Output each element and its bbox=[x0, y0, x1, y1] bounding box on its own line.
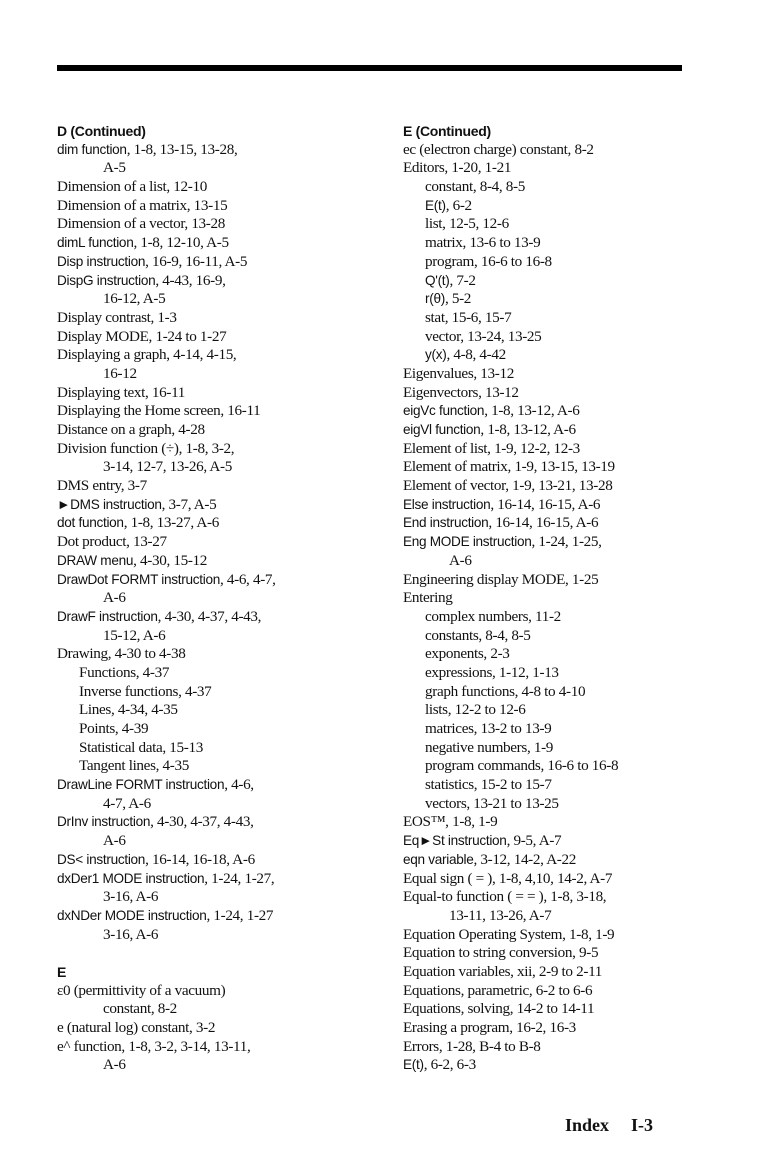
index-subentry: A-6 bbox=[449, 551, 472, 569]
section-heading: E bbox=[57, 963, 67, 980]
entry-refs: , 1-8, 13-12, A-6 bbox=[480, 421, 576, 438]
index-entry bbox=[57, 870, 377, 889]
index-entry bbox=[57, 907, 377, 926]
index-entry: Dimension of a list, 12-10 bbox=[57, 178, 207, 196]
index-subentry: Functions, 4-37 bbox=[79, 663, 170, 681]
index-entry: Equal sign ( = ), 1-8, 4,10, 14-2, A-7 bbox=[403, 869, 613, 887]
entry-term: y(x) bbox=[425, 347, 447, 363]
index-column-right bbox=[403, 122, 723, 1075]
index-column-left bbox=[57, 122, 377, 1075]
entry-refs: , 3-12, 14-2, A-22 bbox=[473, 850, 577, 868]
index-subentry bbox=[403, 197, 723, 216]
index-entry: Displaying the Home screen, 16-11 bbox=[57, 402, 261, 420]
index-subentry: Statistical data, 15-13 bbox=[79, 738, 203, 756]
index-subentry: 3-16, A-6 bbox=[103, 925, 159, 943]
index-entry bbox=[57, 234, 377, 253]
index-entry: Division function (÷), 1-8, 3-2, bbox=[57, 439, 235, 457]
index-subentry: 13-11, 13-26, A-7 bbox=[449, 906, 552, 924]
footer-label: Index bbox=[565, 1115, 610, 1135]
entry-refs: , 4-6, bbox=[224, 776, 254, 794]
index-entry bbox=[57, 552, 377, 571]
index-entry: Display MODE, 1-24 to 1-27 bbox=[57, 327, 227, 345]
entry-term: Else instruction bbox=[403, 496, 491, 512]
index-entry: Displaying text, 16-11 bbox=[57, 383, 185, 401]
page-footer bbox=[565, 1115, 653, 1136]
index-entry bbox=[57, 514, 377, 533]
page-number: I-3 bbox=[631, 1115, 654, 1135]
entry-term: DrInv instruction bbox=[57, 814, 151, 830]
entry-refs: , 16-9, 16-11, A-5 bbox=[145, 252, 248, 270]
entry-refs: , 7-2 bbox=[449, 271, 476, 289]
entry-term: dot function bbox=[57, 515, 124, 531]
index-subentry: matrices, 13-2 to 13-9 bbox=[425, 720, 552, 737]
index-entry bbox=[403, 514, 723, 533]
index-entry: Dimension of a vector, 13-28 bbox=[57, 215, 226, 233]
index-entry bbox=[403, 496, 723, 515]
index-entry: Engineering display MODE, 1-25 bbox=[403, 570, 599, 588]
entry-refs: , 9-5, A-7 bbox=[506, 832, 562, 850]
index-entry: Element of list, 1-9, 12-2, 12-3 bbox=[403, 439, 580, 457]
index-subentry: 16-12, A-5 bbox=[103, 290, 166, 308]
index-subentry: 15-12, A-6 bbox=[103, 626, 166, 644]
index-entry: Equal-to function ( = = ), 1-8, 3-18, bbox=[403, 888, 607, 906]
entry-refs: , 5-2 bbox=[444, 290, 472, 308]
index-entry: Eigenvalues, 13-12 bbox=[403, 364, 514, 382]
entry-term: DS< instruction bbox=[57, 851, 146, 867]
index-subentry: lists, 12-2 to 12-6 bbox=[425, 701, 526, 719]
index-subentry: vector, 13-24, 13-25 bbox=[425, 327, 542, 345]
entry-term: ►DMS instruction bbox=[57, 496, 162, 512]
index-entry: Errors, 1-28, B-4 to B-8 bbox=[403, 1037, 541, 1055]
index-entry: Element of matrix, 1-9, 13-15, 13-19 bbox=[403, 458, 615, 476]
top-rule bbox=[57, 65, 682, 71]
index-subentry: constants, 8-4, 8-5 bbox=[425, 626, 531, 644]
index-entry: Equation to string conversion, 9-5 bbox=[403, 944, 599, 962]
index-subentry bbox=[403, 346, 723, 365]
index-subentry: 16-12 bbox=[103, 364, 137, 382]
index-subentry: A-6 bbox=[103, 832, 126, 850]
entry-term: dim function bbox=[57, 141, 127, 157]
index-subentry: 4-7, A-6 bbox=[103, 794, 151, 812]
entry-term: Eng MODE instruction bbox=[403, 534, 532, 550]
entry-refs: , 1-8, 13-15, 13-28, bbox=[126, 140, 238, 158]
entry-list bbox=[57, 141, 377, 1075]
index-entry bbox=[57, 571, 377, 590]
index-entry bbox=[403, 402, 723, 421]
index-entry bbox=[403, 832, 723, 851]
index-subentry: constant, 8-4, 8-5 bbox=[425, 178, 525, 196]
index-subentry: Points, 4-39 bbox=[79, 720, 149, 737]
entry-refs: , 1-24, 1-25, bbox=[531, 533, 602, 551]
entry-term: dxDer1 MODE instruction bbox=[57, 870, 205, 886]
index-entry: ε0 (permittivity of a vacuum) bbox=[57, 981, 226, 999]
entry-term: eigVc function bbox=[403, 403, 485, 419]
entry-term: DrawLine FORMT instruction bbox=[57, 777, 225, 793]
index-entry: Equation variables, xii, 2-9 to 2-11 bbox=[403, 962, 602, 980]
index-entry: Distance on a graph, 4-28 bbox=[57, 421, 205, 438]
index-entry bbox=[57, 496, 377, 515]
section-heading: D (Continued) bbox=[57, 123, 146, 139]
entry-term: DRAW menu bbox=[57, 552, 134, 568]
index-subentry: vectors, 13-21 to 13-25 bbox=[425, 794, 559, 812]
index-subentry: A-6 bbox=[103, 589, 126, 607]
index-subentry: program, 16-6 to 16-8 bbox=[425, 252, 552, 270]
entry-refs: , 4-43, 16-9, bbox=[155, 271, 226, 289]
index-entry bbox=[403, 421, 723, 440]
entry-refs: , 16-14, 16-15, A-6 bbox=[490, 495, 601, 513]
entry-refs: , 1-8, 12-10, A-5 bbox=[133, 234, 229, 252]
index-entry: Equations, solving, 14-2 to 14-11 bbox=[403, 1000, 595, 1018]
entry-term: r(θ) bbox=[425, 291, 445, 307]
index-subentry: program commands, 16-6 to 16-8 bbox=[425, 757, 619, 775]
index-subentry: expressions, 1-12, 1-13 bbox=[425, 663, 559, 681]
index-subentry: Lines, 4-34, 4-35 bbox=[79, 701, 178, 719]
index-entry bbox=[403, 851, 723, 870]
index-entry: Erasing a program, 16-2, 16-3 bbox=[403, 1019, 576, 1036]
index-subentry: stat, 15-6, 15-7 bbox=[425, 308, 512, 326]
index-entry: Dimension of a matrix, 13-15 bbox=[57, 196, 228, 214]
index-entry bbox=[57, 813, 377, 832]
entry-term: Disp instruction bbox=[57, 253, 146, 269]
entry-term: E(t) bbox=[403, 1057, 424, 1073]
index-subentry: A-5 bbox=[103, 159, 126, 177]
index-subentry: complex numbers, 11-2 bbox=[425, 607, 561, 625]
entry-term: dimL function bbox=[57, 235, 134, 251]
index-entry bbox=[57, 141, 377, 160]
index-entry: Display contrast, 1-3 bbox=[57, 308, 177, 326]
index-subentry: constant, 8-2 bbox=[103, 1000, 177, 1018]
index-entry bbox=[57, 776, 377, 795]
entry-refs: , 4-30, 4-37, 4-43, bbox=[150, 813, 254, 831]
index-subentry: graph functions, 4-8 to 4-10 bbox=[425, 682, 586, 700]
index-entry: Element of vector, 1-9, 13-21, 13-28 bbox=[403, 477, 613, 495]
entry-term: dxNDer MODE instruction bbox=[57, 907, 207, 923]
index-subentry bbox=[403, 272, 723, 291]
index-entry bbox=[57, 608, 377, 627]
index-subentry: 3-14, 12-7, 13-26, A-5 bbox=[103, 458, 232, 476]
index-subentry: exponents, 2-3 bbox=[425, 645, 510, 663]
index-entry: Equation Operating System, 1-8, 1-9 bbox=[403, 925, 615, 943]
entry-term: eqn variable bbox=[403, 851, 474, 867]
entry-refs: , 4-30, 15-12 bbox=[133, 551, 208, 569]
index-entry: Eigenvectors, 13-12 bbox=[403, 383, 519, 401]
index-entry: ec (electron charge) constant, 8-2 bbox=[403, 140, 594, 158]
index-subentry: statistics, 15-2 to 15-7 bbox=[425, 776, 552, 794]
index-subentry: Inverse functions, 4-37 bbox=[79, 682, 212, 700]
entry-term: Q'(t) bbox=[425, 272, 450, 288]
entry-term: E(t) bbox=[425, 197, 446, 213]
index-subentry: matrix, 13-6 to 13-9 bbox=[425, 234, 541, 252]
entry-term: eigVl function bbox=[403, 422, 481, 437]
entry-refs: , 1-24, 1-27 bbox=[206, 906, 274, 924]
entry-refs: , 6-2, 6-3 bbox=[423, 1056, 476, 1074]
index-entry bbox=[57, 272, 377, 291]
index-entry: EOS™, 1-8, 1-9 bbox=[403, 813, 498, 831]
index-entry: DMS entry, 3-7 bbox=[57, 477, 147, 495]
index-subentry: negative numbers, 1-9 bbox=[425, 738, 554, 756]
index-entry: Equations, parametric, 6-2 to 6-6 bbox=[403, 981, 593, 999]
entry-refs: , 1-8, 13-27, A-6 bbox=[123, 514, 219, 532]
index-entry bbox=[403, 533, 723, 552]
entry-refs: , 4-30, 4-37, 4-43, bbox=[157, 607, 262, 625]
entry-refs: , 4-8, 4-42 bbox=[446, 346, 506, 364]
index-entry bbox=[403, 1056, 723, 1075]
entry-refs: , 6-2 bbox=[445, 196, 472, 214]
index-subentry bbox=[403, 290, 723, 309]
entry-refs: , 4-6, 4-7, bbox=[219, 570, 276, 588]
index-subentry: Tangent lines, 4-35 bbox=[79, 757, 189, 775]
index-entry: Drawing, 4-30 to 4-38 bbox=[57, 645, 186, 663]
index-subentry: A-6 bbox=[103, 1056, 126, 1074]
section-heading: E (Continued) bbox=[403, 123, 491, 139]
entry-term: DrawDot FORMT instruction bbox=[57, 571, 220, 587]
entry-refs: , 3-7, A-5 bbox=[161, 495, 217, 513]
entry-gap bbox=[57, 944, 377, 963]
entry-term: DrawF instruction bbox=[57, 608, 158, 624]
index-entry bbox=[57, 253, 377, 272]
index-subentry: 3-16, A-6 bbox=[103, 888, 159, 906]
index-entry: e (natural log) constant, 3-2 bbox=[57, 1019, 216, 1036]
entry-term: DispG instruction bbox=[57, 272, 156, 288]
entry-refs: , 16-14, 16-15, A-6 bbox=[488, 514, 599, 532]
index-entry: Entering bbox=[403, 589, 453, 607]
entry-term: End instruction bbox=[403, 515, 489, 531]
entry-list bbox=[403, 141, 723, 1075]
entry-term: Eq►St instruction bbox=[403, 833, 507, 849]
entry-refs: , 16-14, 16-18, A-6 bbox=[145, 850, 255, 868]
index-entry: Editors, 1-20, 1-21 bbox=[403, 159, 512, 177]
entry-refs: , 1-8, 13-12, A-6 bbox=[484, 402, 580, 420]
index-subentry: list, 12-5, 12-6 bbox=[425, 215, 509, 233]
index-entry: Displaying a graph, 4-14, 4-15, bbox=[57, 346, 237, 364]
entry-refs: , 1-24, 1-27, bbox=[204, 869, 275, 887]
index-entry: Dot product, 13-27 bbox=[57, 533, 167, 551]
index-entry: e^ function, 1-8, 3-2, 3-14, 13-11, bbox=[57, 1037, 251, 1055]
index-entry bbox=[57, 851, 377, 870]
